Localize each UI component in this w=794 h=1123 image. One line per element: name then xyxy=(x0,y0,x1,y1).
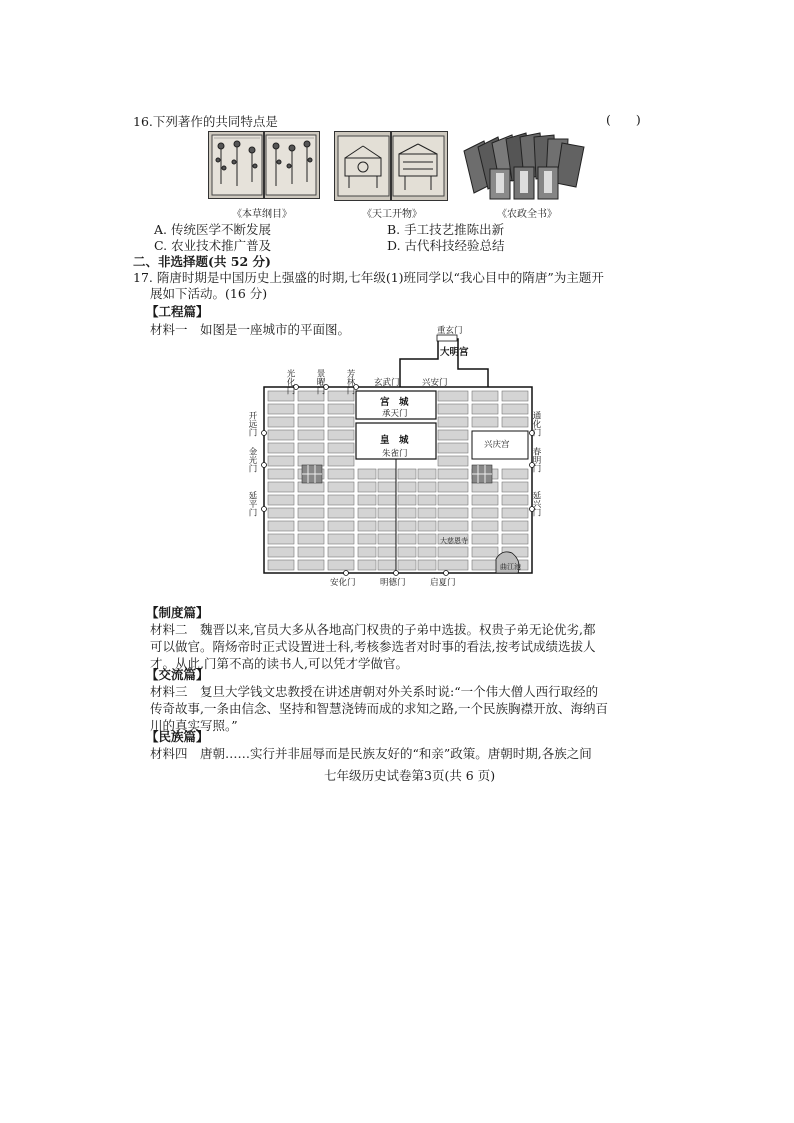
city-ward-block xyxy=(418,508,436,518)
city-ward-block xyxy=(398,469,416,479)
city-plan-map xyxy=(247,323,550,593)
q16-option-c: C. 农业技术推广普及 xyxy=(154,238,272,253)
city-ward-block xyxy=(328,547,354,557)
city-ward-block xyxy=(438,560,468,570)
map-label-chunming: 春明门 xyxy=(531,447,541,473)
city-ward-block xyxy=(472,547,498,557)
q17-line2: 展如下活动。(16 分) xyxy=(150,286,268,301)
q16-stem: 16.下列著作的共同特点是 xyxy=(133,114,278,129)
city-ward-block xyxy=(328,469,354,479)
city-ward-block xyxy=(328,495,354,505)
map-label-yanxing: 延兴门 xyxy=(531,491,541,517)
city-ward-block xyxy=(472,508,498,518)
exchange-heading: 【交流篇】 xyxy=(146,667,209,682)
city-ward-block xyxy=(298,560,324,570)
material2-line2: 可以做官。隋炀帝时正式设置进士科,考核参选者对时事的看法,按考试成绩选拔人 xyxy=(150,639,596,654)
city-ward-block xyxy=(398,521,416,531)
city-ward-block xyxy=(438,547,468,557)
map-label-qixia: 启夏门 xyxy=(430,578,456,588)
city-ward-block xyxy=(378,560,396,570)
map-label-xingqing: 兴庆宫 xyxy=(484,440,510,450)
map-label-qujiang: 曲江池 xyxy=(500,563,521,571)
city-ward-block xyxy=(438,430,468,440)
map-label-jingyao: 景曜门 xyxy=(315,369,325,395)
city-ward-block xyxy=(298,521,324,531)
city-ward-block xyxy=(268,508,294,518)
city-ward-block xyxy=(358,508,376,518)
city-ward-block xyxy=(418,547,436,557)
city-ward-block xyxy=(438,482,468,492)
map-label-chengtian: 承天门 xyxy=(382,409,408,419)
map-label-gongcheng: 宫 城 xyxy=(380,397,409,408)
caption-nongzheng: 《农政全书》 xyxy=(497,209,557,220)
city-ward-block xyxy=(268,456,294,466)
q16-option-d: D. 古代科技经验总结 xyxy=(387,238,505,253)
city-ward-block xyxy=(398,482,416,492)
city-ward-block xyxy=(298,534,324,544)
q16-option-b: B. 手工技艺推陈出新 xyxy=(387,222,505,237)
city-ward-block xyxy=(418,560,436,570)
city-ward-block xyxy=(358,534,376,544)
city-ward-block xyxy=(398,560,416,570)
caption-bencao: 《本草纲目》 xyxy=(232,209,292,220)
city-ward-block xyxy=(418,495,436,505)
city-ward-block xyxy=(268,430,294,440)
city-ward-block xyxy=(502,495,528,505)
city-ward-block xyxy=(438,417,468,427)
material3-line2: 传奇故事,一条由信念、坚持和智慧浇铸而成的求知之路,一个民族胸襟开放、海纳百 xyxy=(150,701,608,716)
map-label-xuanwu: 玄武门 xyxy=(374,378,400,388)
city-ward-block xyxy=(438,391,468,401)
map-label-daming: 大明宫 xyxy=(440,347,469,358)
city-ward-block xyxy=(298,547,324,557)
city-ward-block xyxy=(398,547,416,557)
map-label-huangcheng: 皇 城 xyxy=(380,435,409,446)
city-ward-block xyxy=(378,469,396,479)
city-ward-block xyxy=(328,404,354,414)
city-ward-block xyxy=(472,404,498,414)
material2-line3: 才。从此,门第不高的读书人,可以凭才学做官。 xyxy=(150,656,408,671)
city-ward-block xyxy=(268,547,294,557)
ethnic-heading: 【民族篇】 xyxy=(146,729,209,744)
city-ward-block xyxy=(298,508,324,518)
city-ward-block xyxy=(268,482,294,492)
map-label-jinguang: 金光门 xyxy=(247,447,257,473)
city-ward-block xyxy=(438,443,468,453)
city-ward-block xyxy=(268,417,294,427)
city-ward-block xyxy=(328,417,354,427)
map-label-yanping: 延平门 xyxy=(247,491,257,517)
city-ward-block xyxy=(378,547,396,557)
city-ward-block xyxy=(438,521,468,531)
city-ward-block xyxy=(268,495,294,505)
city-ward-block xyxy=(268,521,294,531)
engineering-heading: 【工程篇】 xyxy=(146,304,209,319)
city-ward-block xyxy=(502,404,528,414)
q16-answer-bracket: ( ) xyxy=(606,112,641,127)
map-label-kaiyuan: 开远门 xyxy=(247,411,257,437)
city-ward-block xyxy=(418,521,436,531)
bencao-gangmu-image xyxy=(208,131,320,199)
city-ward-block xyxy=(378,482,396,492)
city-ward-block xyxy=(472,417,498,427)
city-ward-block xyxy=(328,482,354,492)
city-ward-block xyxy=(298,456,324,466)
map-label-xingan: 兴安门 xyxy=(422,378,448,388)
city-ward-block xyxy=(328,508,354,518)
city-ward-block xyxy=(328,443,354,453)
city-ward-block xyxy=(358,521,376,531)
page-footer: 七年级历史试卷第3页(共 6 页) xyxy=(324,768,496,783)
city-ward-block xyxy=(502,469,528,479)
city-ward-block xyxy=(398,495,416,505)
city-ward-block xyxy=(378,521,396,531)
city-ward-block xyxy=(378,508,396,518)
map-label-mingde: 明德门 xyxy=(380,578,406,588)
map-label-dacien: 大慈恩寺 xyxy=(440,537,468,545)
city-ward-block xyxy=(502,417,528,427)
city-ward-block xyxy=(298,430,324,440)
section2-title: 二、非选择题(共 52 分) xyxy=(133,254,271,269)
city-ward-block xyxy=(378,534,396,544)
city-ward-block xyxy=(418,469,436,479)
map-label-guanghua: 光化门 xyxy=(285,369,295,395)
city-ward-block xyxy=(358,560,376,570)
nongzheng-quanshu-image xyxy=(460,131,588,203)
city-ward-block xyxy=(358,482,376,492)
material2-line1: 材料二 魏晋以来,官员大多从各地高门权贵的子弟中选拔。权贵子弟无论优劣,都 xyxy=(150,622,596,637)
city-ward-block xyxy=(438,508,468,518)
material1-text: 材料一 如图是一座城市的平面图。 xyxy=(150,322,351,337)
city-ward-block xyxy=(472,391,498,401)
q16-option-a: A. 传统医学不断发展 xyxy=(154,222,271,237)
city-ward-block xyxy=(268,469,294,479)
city-ward-block xyxy=(438,469,468,479)
city-ward-block xyxy=(328,534,354,544)
city-ward-block xyxy=(358,469,376,479)
city-ward-block xyxy=(268,534,294,544)
caption-tiangong: 《天工开物》 xyxy=(362,209,422,220)
city-ward-block xyxy=(398,508,416,518)
city-ward-block xyxy=(438,495,468,505)
city-ward-block xyxy=(472,495,498,505)
material3-line1: 材料三 复旦大学钱文忠教授在讲述唐朝对外关系时说:“一个伟大僧人西行取经的 xyxy=(150,684,599,699)
city-ward-block xyxy=(378,495,396,505)
city-ward-block xyxy=(358,547,376,557)
city-ward-block xyxy=(268,404,294,414)
city-ward-block xyxy=(502,534,528,544)
material3-line3: 川的真实写照。” xyxy=(150,718,238,733)
city-ward-block xyxy=(502,521,528,531)
city-ward-block xyxy=(298,443,324,453)
city-ward-block xyxy=(502,482,528,492)
city-ward-block xyxy=(472,534,498,544)
map-label-zhuque: 朱雀门 xyxy=(382,449,408,459)
city-ward-block xyxy=(298,482,324,492)
city-ward-block xyxy=(358,495,376,505)
map-label-tonghua: 通化门 xyxy=(531,411,541,437)
system-heading: 【制度篇】 xyxy=(146,605,209,620)
city-ward-block xyxy=(328,430,354,440)
tiangong-kaiwu-image xyxy=(334,131,448,201)
city-ward-block xyxy=(268,443,294,453)
map-label-anhua: 安化门 xyxy=(330,578,356,588)
city-ward-block xyxy=(438,404,468,414)
city-ward-block xyxy=(328,456,354,466)
material4-line1: 材料四 唐朝……实行并非屈辱而是民族友好的“和亲”政策。唐朝时期,各族之间 xyxy=(150,746,592,761)
city-ward-block xyxy=(418,482,436,492)
q17-line1: 17. 隋唐时期是中国历史上强盛的时期,七年级(1)班同学以“我心目中的隋唐”为主题开 xyxy=(133,270,604,285)
city-ward-block xyxy=(438,456,468,466)
city-ward-block xyxy=(418,534,436,544)
city-ward-block xyxy=(472,560,498,570)
map-label-chongxuan: 重玄门 xyxy=(437,326,463,336)
city-ward-block xyxy=(398,534,416,544)
city-ward-block xyxy=(298,404,324,414)
city-ward-block xyxy=(298,417,324,427)
city-ward-block xyxy=(328,560,354,570)
city-ward-block xyxy=(502,508,528,518)
city-ward-block xyxy=(298,495,324,505)
city-ward-block xyxy=(268,560,294,570)
city-ward-block xyxy=(472,482,498,492)
city-ward-block xyxy=(502,391,528,401)
city-ward-block xyxy=(472,521,498,531)
city-ward-block xyxy=(328,521,354,531)
map-label-fanglin: 芳林门 xyxy=(345,369,355,395)
